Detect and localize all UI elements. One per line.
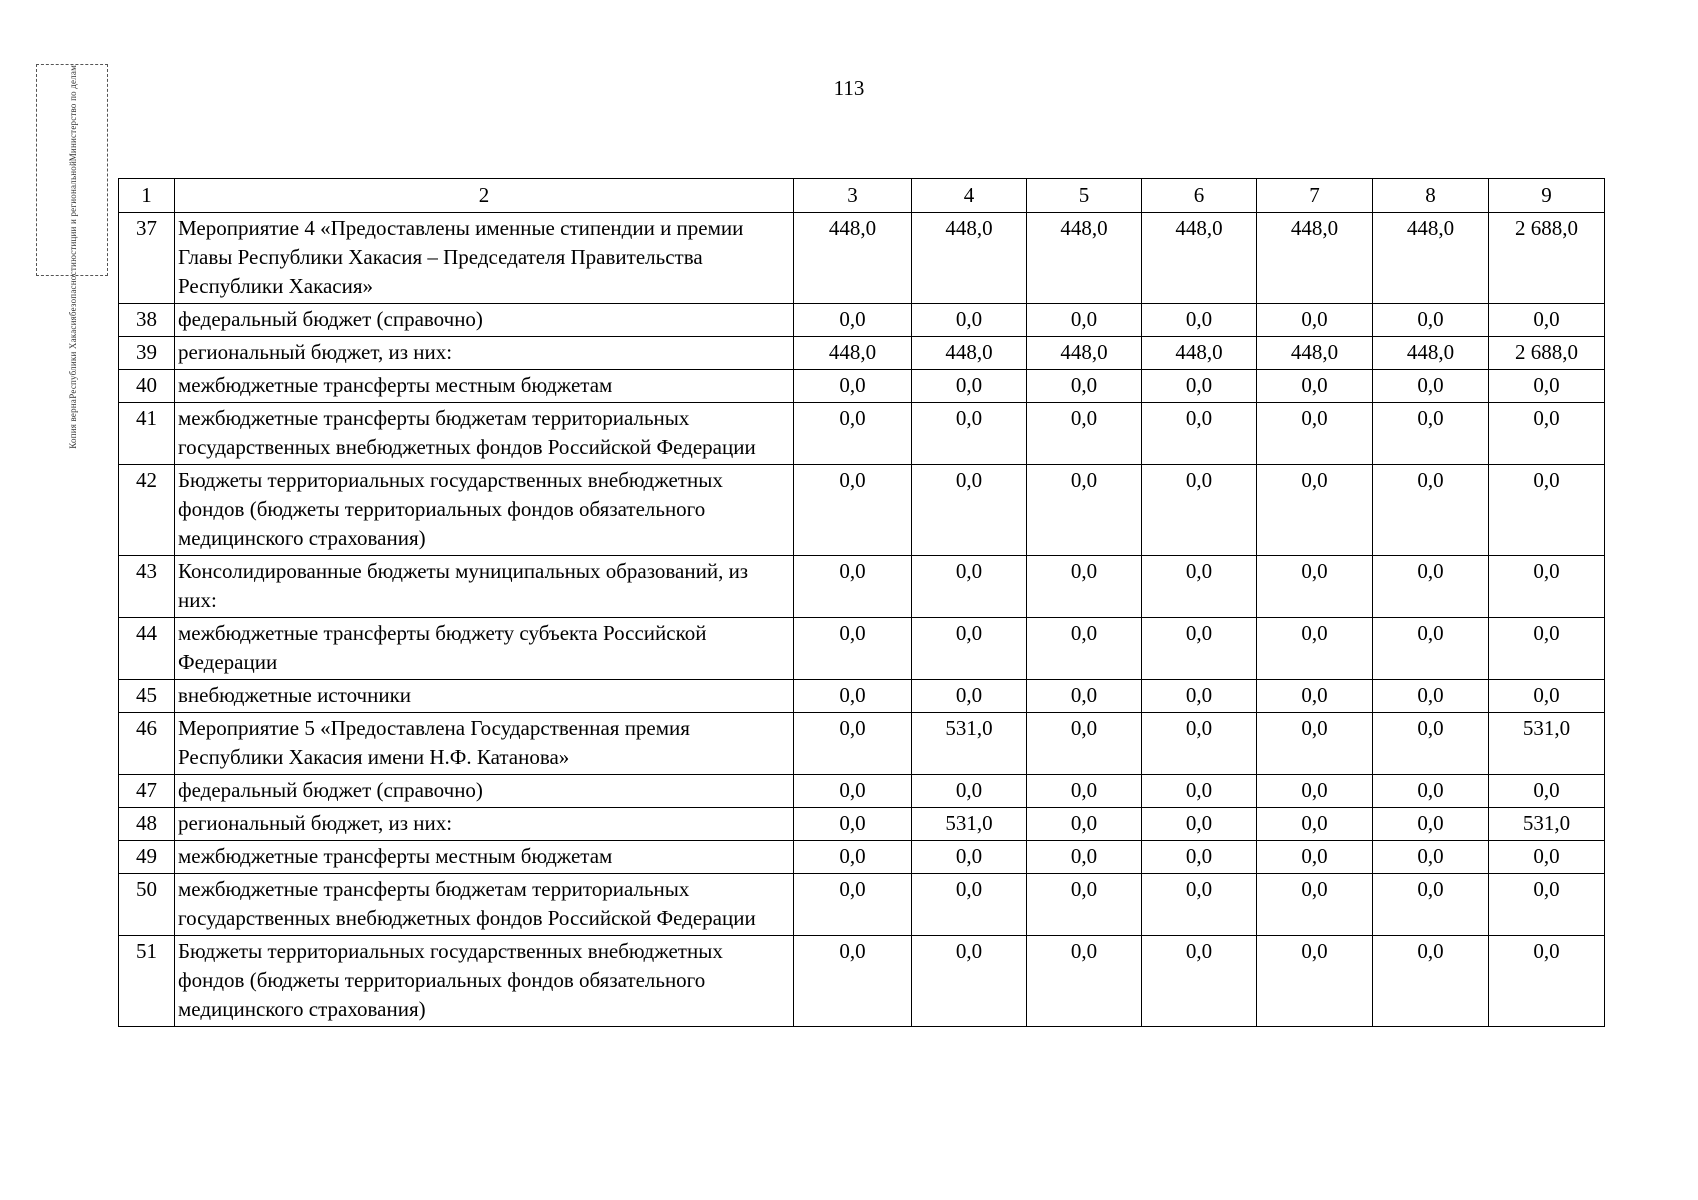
- value-cell: 0,0: [1373, 808, 1489, 841]
- value-cell: 0,0: [794, 874, 912, 936]
- table-row: [119, 618, 1605, 680]
- value-cell: 0,0: [1027, 713, 1142, 775]
- value-cell: 0,0: [1373, 370, 1489, 403]
- stamp-line: Копия верна: [67, 398, 78, 449]
- value-cell: 0,0: [1489, 680, 1605, 713]
- table-body: [119, 179, 1605, 1027]
- column-header: 4: [912, 179, 1027, 213]
- row-name: межбюджетные трансферты бюджету субъекта Российской Федерации: [175, 618, 794, 680]
- value-cell: 0,0: [1027, 680, 1142, 713]
- table-row: [119, 370, 1605, 403]
- value-cell: 0,0: [1257, 841, 1373, 874]
- row-name: внебюджетные источники: [175, 680, 794, 713]
- value-cell: 448,0: [912, 213, 1027, 304]
- value-cell: 0,0: [1142, 370, 1257, 403]
- value-cell: 448,0: [912, 337, 1027, 370]
- value-cell: 0,0: [1257, 808, 1373, 841]
- value-cell: 0,0: [1489, 304, 1605, 337]
- value-cell: 0,0: [912, 775, 1027, 808]
- row-name: межбюджетные трансферты местным бюджетам: [175, 370, 794, 403]
- value-cell: 0,0: [912, 841, 1027, 874]
- value-cell: 0,0: [794, 465, 912, 556]
- value-cell: 0,0: [1142, 465, 1257, 556]
- value-cell: 0,0: [1257, 775, 1373, 808]
- value-cell: 0,0: [1257, 874, 1373, 936]
- header-row: [119, 179, 1605, 213]
- value-cell: 0,0: [794, 403, 912, 465]
- value-cell: 0,0: [1142, 618, 1257, 680]
- value-cell: 0,0: [912, 370, 1027, 403]
- table-row: [119, 936, 1605, 1027]
- value-cell: 0,0: [1027, 618, 1142, 680]
- row-name: региональный бюджет, из них:: [175, 337, 794, 370]
- table-row: [119, 841, 1605, 874]
- value-cell: 0,0: [1257, 370, 1373, 403]
- row-number: 48: [119, 808, 175, 841]
- value-cell: 448,0: [794, 213, 912, 304]
- table-row: [119, 337, 1605, 370]
- value-cell: 448,0: [794, 337, 912, 370]
- value-cell: 0,0: [1489, 841, 1605, 874]
- page-number: 113: [833, 76, 865, 100]
- value-cell: 448,0: [1373, 337, 1489, 370]
- value-cell: 0,0: [1027, 936, 1142, 1027]
- value-cell: 531,0: [912, 808, 1027, 841]
- value-cell: 0,0: [912, 465, 1027, 556]
- value-cell: 0,0: [794, 936, 912, 1027]
- value-cell: 0,0: [912, 874, 1027, 936]
- row-name: федеральный бюджет (справочно): [175, 304, 794, 337]
- value-cell: 0,0: [1027, 556, 1142, 618]
- column-header: 6: [1142, 179, 1257, 213]
- value-cell: 0,0: [1027, 874, 1142, 936]
- value-cell: 0,0: [1373, 936, 1489, 1027]
- value-cell: 2 688,0: [1489, 337, 1605, 370]
- value-cell: 0,0: [1027, 370, 1142, 403]
- row-number: 42: [119, 465, 175, 556]
- stamp-line: безопасности: [67, 262, 78, 317]
- value-cell: 0,0: [794, 556, 912, 618]
- value-cell: 0,0: [794, 680, 912, 713]
- value-cell: 531,0: [1489, 713, 1605, 775]
- stamp-text: [40, 65, 106, 449]
- value-cell: 448,0: [1027, 337, 1142, 370]
- value-cell: 0,0: [912, 403, 1027, 465]
- row-number: 44: [119, 618, 175, 680]
- column-header: 3: [794, 179, 912, 213]
- value-cell: 0,0: [912, 556, 1027, 618]
- value-cell: 0,0: [1489, 775, 1605, 808]
- row-number: 37: [119, 213, 175, 304]
- value-cell: 0,0: [1373, 841, 1489, 874]
- row-name: Мероприятие 4 «Предоставлены именные стипендии и премии Главы Республики Хакасия – Председателя Правительства Республики Хакасия»: [175, 213, 794, 304]
- table-row: [119, 808, 1605, 841]
- value-cell: 0,0: [912, 304, 1027, 337]
- value-cell: 0,0: [1257, 304, 1373, 337]
- value-cell: 448,0: [1257, 213, 1373, 304]
- row-number: 50: [119, 874, 175, 936]
- value-cell: 0,0: [1142, 680, 1257, 713]
- value-cell: 0,0: [1257, 618, 1373, 680]
- value-cell: 0,0: [794, 808, 912, 841]
- value-cell: 448,0: [1142, 337, 1257, 370]
- value-cell: 0,0: [1373, 403, 1489, 465]
- registration-stamp: [36, 64, 108, 449]
- row-number: 47: [119, 775, 175, 808]
- column-header: 1: [119, 179, 175, 213]
- value-cell: 0,0: [1257, 680, 1373, 713]
- value-cell: 0,0: [1257, 936, 1373, 1027]
- stamp-line: юстиции и региональной: [67, 161, 78, 263]
- value-cell: 0,0: [1373, 874, 1489, 936]
- value-cell: 0,0: [912, 936, 1027, 1027]
- value-cell: 0,0: [1373, 465, 1489, 556]
- row-name: Мероприятие 5 «Предоставлена Государственная премия Республики Хакасия имени Н.Ф. Катанова»: [175, 713, 794, 775]
- value-cell: 0,0: [1142, 304, 1257, 337]
- table-row: [119, 304, 1605, 337]
- row-number: 46: [119, 713, 175, 775]
- value-cell: 448,0: [1257, 337, 1373, 370]
- value-cell: 0,0: [794, 618, 912, 680]
- value-cell: 0,0: [1257, 713, 1373, 775]
- column-header: 5: [1027, 179, 1142, 213]
- value-cell: 0,0: [1142, 403, 1257, 465]
- row-number: 39: [119, 337, 175, 370]
- row-name: межбюджетные трансферты бюджетам территориальных государственных внебюджетных фондов Российской Федерации: [175, 874, 794, 936]
- value-cell: 0,0: [1027, 403, 1142, 465]
- value-cell: 0,0: [1373, 713, 1489, 775]
- value-cell: 0,0: [1257, 556, 1373, 618]
- row-number: 45: [119, 680, 175, 713]
- table-row: [119, 775, 1605, 808]
- stamp-line: Республики Хакасия: [67, 316, 78, 399]
- row-number: 43: [119, 556, 175, 618]
- value-cell: 0,0: [1489, 556, 1605, 618]
- value-cell: 2 688,0: [1489, 213, 1605, 304]
- table-row: [119, 556, 1605, 618]
- value-cell: 0,0: [1142, 841, 1257, 874]
- row-number: 49: [119, 841, 175, 874]
- value-cell: 0,0: [1373, 680, 1489, 713]
- value-cell: 0,0: [1027, 808, 1142, 841]
- value-cell: 0,0: [1027, 841, 1142, 874]
- value-cell: 0,0: [1489, 618, 1605, 680]
- value-cell: 0,0: [1489, 370, 1605, 403]
- value-cell: 0,0: [1489, 936, 1605, 1027]
- value-cell: 0,0: [1489, 874, 1605, 936]
- table-row: [119, 213, 1605, 304]
- stamp-line: Министерство по делам: [67, 65, 78, 162]
- value-cell: 0,0: [794, 775, 912, 808]
- table-row: [119, 403, 1605, 465]
- row-name: Бюджеты территориальных государственных внебюджетных фондов (бюджеты территориальных фондов обязательного медицинского страхования): [175, 465, 794, 556]
- row-number: 38: [119, 304, 175, 337]
- table-row: [119, 874, 1605, 936]
- row-name: Консолидированные бюджеты муниципальных образований, из них:: [175, 556, 794, 618]
- column-header: 9: [1489, 179, 1605, 213]
- value-cell: 0,0: [794, 370, 912, 403]
- column-header: 2: [175, 179, 794, 213]
- row-name: межбюджетные трансферты бюджетам территориальных государственных внебюджетных фондов Российской Федерации: [175, 403, 794, 465]
- value-cell: 0,0: [1257, 403, 1373, 465]
- value-cell: 531,0: [912, 713, 1027, 775]
- value-cell: 0,0: [912, 680, 1027, 713]
- value-cell: 0,0: [1142, 808, 1257, 841]
- row-name: региональный бюджет, из них:: [175, 808, 794, 841]
- value-cell: 0,0: [1027, 775, 1142, 808]
- value-cell: 0,0: [1142, 936, 1257, 1027]
- row-name: федеральный бюджет (справочно): [175, 775, 794, 808]
- row-name: межбюджетные трансферты местным бюджетам: [175, 841, 794, 874]
- row-number: 40: [119, 370, 175, 403]
- row-number: 41: [119, 403, 175, 465]
- value-cell: 0,0: [1142, 775, 1257, 808]
- row-number: 51: [119, 936, 175, 1027]
- value-cell: 0,0: [1373, 618, 1489, 680]
- column-header: 7: [1257, 179, 1373, 213]
- value-cell: 448,0: [1373, 213, 1489, 304]
- value-cell: 0,0: [1373, 556, 1489, 618]
- budget-table: [118, 178, 1605, 1027]
- value-cell: 0,0: [794, 304, 912, 337]
- value-cell: 0,0: [912, 618, 1027, 680]
- value-cell: 0,0: [794, 713, 912, 775]
- value-cell: 0,0: [1489, 403, 1605, 465]
- value-cell: 0,0: [1373, 775, 1489, 808]
- value-cell: 0,0: [794, 841, 912, 874]
- value-cell: 0,0: [1027, 304, 1142, 337]
- value-cell: 0,0: [1027, 465, 1142, 556]
- value-cell: 531,0: [1489, 808, 1605, 841]
- value-cell: 0,0: [1142, 874, 1257, 936]
- value-cell: 0,0: [1373, 304, 1489, 337]
- table-row: [119, 713, 1605, 775]
- table-row: [119, 465, 1605, 556]
- value-cell: 0,0: [1489, 465, 1605, 556]
- column-header: 8: [1373, 179, 1489, 213]
- value-cell: 0,0: [1142, 713, 1257, 775]
- value-cell: 0,0: [1257, 465, 1373, 556]
- value-cell: 448,0: [1027, 213, 1142, 304]
- value-cell: 448,0: [1142, 213, 1257, 304]
- row-name: Бюджеты территориальных государственных внебюджетных фондов (бюджеты территориальных фондов обязательного медицинского страхования): [175, 936, 794, 1027]
- value-cell: 0,0: [1142, 556, 1257, 618]
- table-row: [119, 680, 1605, 713]
